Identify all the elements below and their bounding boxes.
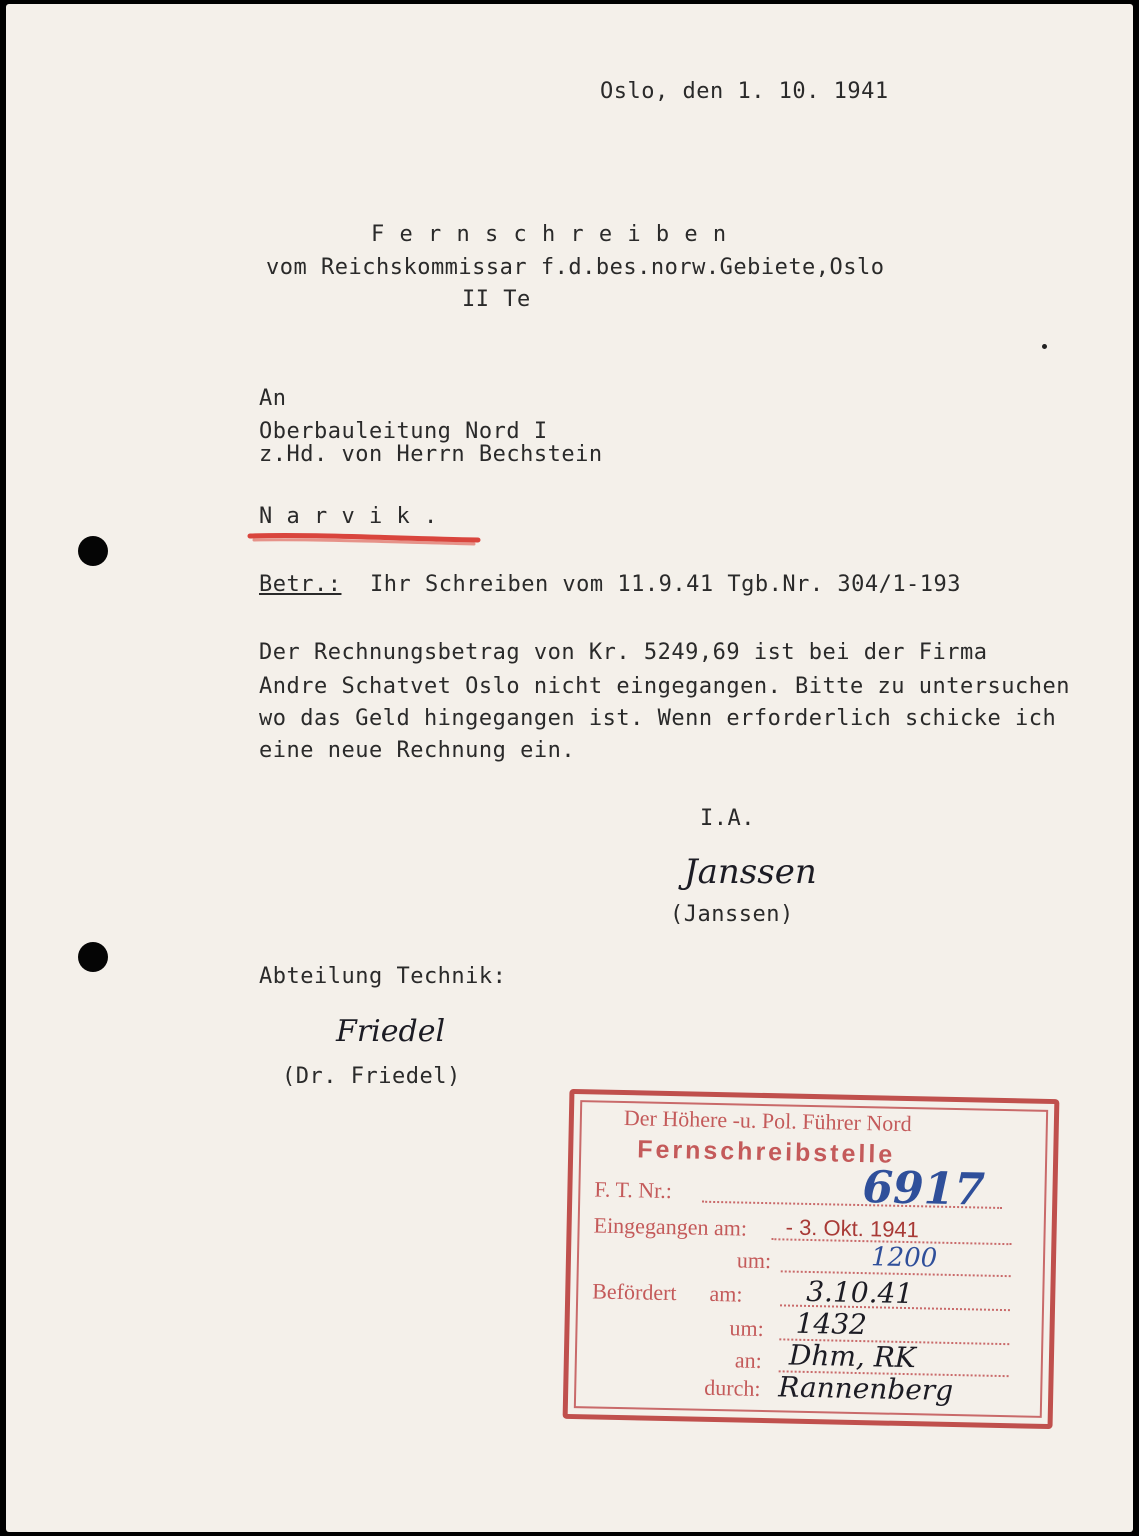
- subject-label: Betr.:: [259, 572, 342, 597]
- department-label: Abteilung Technik:: [259, 964, 507, 989]
- stamp-label: um:: [729, 1315, 765, 1342]
- stamp-label: Befördert am:: [592, 1278, 743, 1307]
- handwritten-signature-friedel: Friedel: [336, 1014, 446, 1049]
- stamp-label: Eingegangen am:: [593, 1212, 748, 1241]
- punch-hole: [78, 536, 108, 566]
- stamp-label: F. T. Nr.:: [594, 1176, 673, 1204]
- document-title: F e r n s c h r e i b e n: [371, 222, 728, 247]
- punch-hole: [78, 942, 108, 972]
- handwritten-signature-janssen: Janssen: [684, 852, 817, 892]
- ink-speck: [1042, 344, 1047, 349]
- recipient-org: Oberbauleitung Nord I: [259, 419, 548, 444]
- stamp-office: Fernschreibstelle: [636, 1135, 896, 1169]
- stamp-label: an:: [734, 1347, 763, 1373]
- stamp-header: Der Höhere -u. Pol. Führer Nord: [623, 1105, 912, 1137]
- recipient-city: N a r v i k .: [259, 504, 438, 529]
- red-pencil-underline: [246, 528, 486, 550]
- stamp-value-forwarded-date: 3.10.41: [805, 1274, 914, 1311]
- stamp-value-received-date: - 3. Okt. 1941: [785, 1214, 920, 1243]
- signatory-name-2: (Dr. Friedel): [282, 1064, 461, 1089]
- stamp-label: um:: [736, 1247, 772, 1274]
- signatory-name: (Janssen): [670, 902, 794, 927]
- date-line: Oslo, den 1. 10. 1941: [600, 79, 889, 104]
- stamp-value-ft-nr: 6917: [861, 1162, 986, 1216]
- subject-text: Ihr Schreiben vom 11.9.41 Tgb.Nr. 304/1-193: [370, 572, 962, 597]
- receipt-stamp: [563, 1089, 1060, 1429]
- stamp-value-forwarded-time: 1432: [795, 1306, 868, 1342]
- recipient-to: An: [259, 386, 287, 411]
- body-line: Der Rechnungsbetrag von Kr. 5249,69 ist bei der Firma: [259, 640, 988, 665]
- body-line: wo das Geld hingegangen ist. Wenn erforderlich schicke ich: [259, 706, 1057, 731]
- document-page: [6, 4, 1133, 1532]
- body-line: Andre Schatvet Oslo nicht eingegangen. Bitte zu untersuchen: [259, 674, 1070, 699]
- body-line: eine neue Rechnung ein.: [259, 738, 576, 763]
- stamp-value-received-time: 1200: [870, 1242, 938, 1274]
- sender-line: vom Reichskommissar f.d.bes.norw.Gebiete,Oslo: [266, 255, 885, 280]
- recipient-attn: z.Hd. von Herrn Bechstein: [259, 442, 603, 467]
- stamp-label: durch:: [704, 1374, 761, 1401]
- stamp-value-recipient: Dhm, RK: [788, 1338, 917, 1375]
- signature-prefix: I.A.: [700, 806, 755, 831]
- sender-department: II Te: [462, 287, 531, 312]
- stamp-value-operator: Rannenberg: [777, 1370, 954, 1408]
